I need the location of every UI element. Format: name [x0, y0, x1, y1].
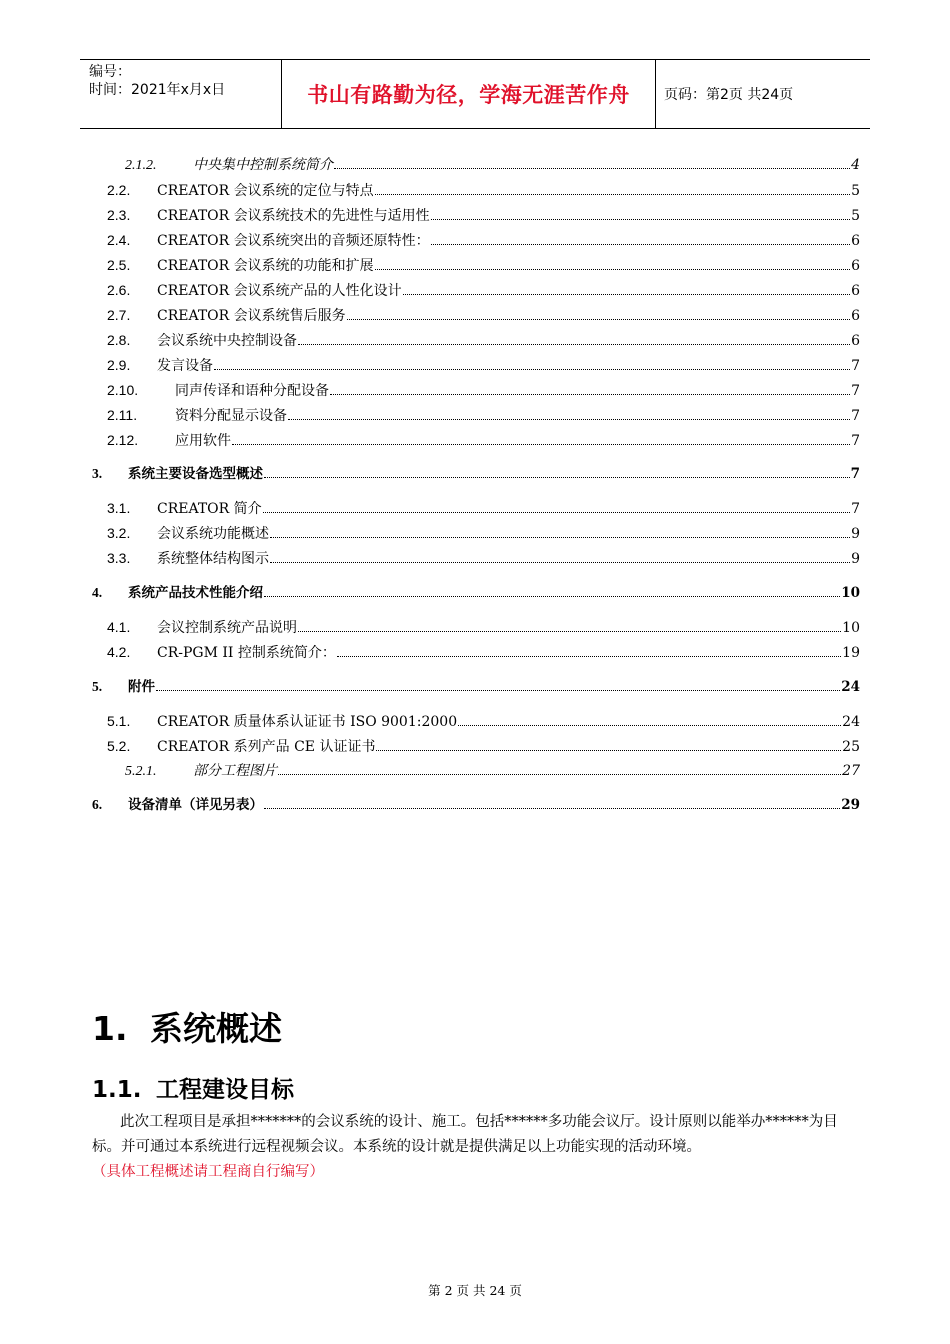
toc-dot-leader	[375, 268, 850, 270]
toc-dot-leader	[270, 561, 850, 563]
toc-entry-number: 5.	[92, 679, 103, 694]
toc-entry-title: 设备清单（详见另表）	[128, 797, 263, 813]
toc-entry-page: 9	[851, 526, 860, 542]
toc-entry-title: 同声传译和语种分配设备	[175, 383, 329, 399]
toc-entry-page: 24	[842, 714, 860, 730]
toc-dot-leader	[232, 443, 850, 445]
header-meta	[80, 60, 281, 128]
toc-dot-leader	[337, 655, 841, 657]
toc-entry-number: 4.2.	[107, 644, 131, 660]
toc-entry[interactable]	[107, 710, 860, 732]
toc-entry[interactable]	[107, 404, 860, 426]
toc-entry-title: CR-PGM II 控制系统简介：	[157, 645, 336, 661]
toc-dot-leader	[330, 393, 850, 395]
toc-entry-number: 3.2.	[107, 525, 131, 541]
toc-entry-number: 2.7.	[107, 307, 131, 323]
toc-entry-title: CREATOR 会议系统产品的人性化设计	[157, 283, 402, 299]
toc-dot-leader	[298, 630, 841, 632]
toc-entry-number: 6.	[92, 797, 103, 812]
toc-entry-number: 2.4.	[107, 232, 131, 248]
header-page-info: 页码：第2页 共24页	[664, 87, 794, 103]
subsection-number: 1.1.	[92, 1077, 142, 1103]
toc-entry-page: 5	[851, 208, 860, 224]
toc-entry-number: 3.1.	[107, 500, 131, 516]
toc-entry-title: 会议控制系统产品说明	[157, 620, 297, 636]
toc-dot-leader	[458, 724, 841, 726]
section-number: 1.	[92, 1009, 128, 1048]
body-note: （具体工程概述请工程商自行编写）	[92, 1164, 324, 1180]
toc-entry[interactable]	[125, 154, 860, 176]
body-paragraph: 此次工程项目是承担*******的会议系统的设计、施工。包括******多功能会议厅。设计原则以能举办******为目标。并可通过本系统进行远程视频会议。本系统的设计就是提供满足以上功能实现的活动环境。	[92, 1114, 838, 1155]
toc-entry[interactable]	[107, 179, 860, 201]
toc-entry[interactable]	[107, 735, 860, 757]
toc-entry[interactable]	[107, 616, 860, 638]
toc-dot-leader	[288, 418, 850, 420]
toc-entry-number: 2.2.	[107, 182, 131, 198]
toc-entry-title: 中央集中控制系统简介	[193, 157, 333, 173]
toc-entry-number: 4.1.	[107, 619, 131, 635]
toc-dot-leader	[431, 218, 850, 220]
toc-entry-title: CREATOR 系列产品 CE 认证证书	[157, 739, 376, 755]
toc-dot-leader	[156, 689, 840, 691]
toc-entry-title: CREATOR 质量体系认证证书 ISO 9001:2000	[157, 714, 458, 730]
toc-entry-page: 5	[851, 183, 860, 199]
toc-entry[interactable]	[107, 522, 860, 544]
toc-entry-number: 2.12.	[107, 432, 139, 448]
toc-entry-number: 3.	[92, 466, 103, 481]
toc-entry-page: 7	[851, 408, 860, 424]
toc-entry-page: 27	[842, 763, 860, 779]
toc-entry[interactable]	[107, 379, 860, 401]
toc-entry[interactable]	[107, 641, 860, 663]
toc-entry-title: CREATOR 会议系统售后服务	[157, 308, 346, 324]
toc-entry[interactable]	[107, 354, 860, 376]
section-heading	[92, 1003, 282, 1050]
toc-entry[interactable]	[107, 204, 860, 226]
toc-entry-title: CREATOR 会议系统的定位与特点	[157, 183, 374, 199]
toc-entry-number: 3.3.	[107, 550, 131, 566]
toc-entry-number: 5.2.1.	[125, 764, 157, 779]
toc-entry-number: 2.10.	[107, 382, 139, 398]
section-title: 系统概述	[150, 1009, 282, 1048]
page-header	[80, 59, 870, 129]
toc-entry[interactable]	[92, 794, 860, 816]
toc-entry-page: 10	[842, 620, 860, 636]
toc-entry-page: 19	[842, 645, 860, 661]
toc-dot-leader	[376, 749, 841, 751]
toc-entry-title: 部分工程图片	[193, 763, 277, 779]
toc-entry[interactable]	[92, 463, 860, 485]
toc-entry-page: 25	[842, 739, 860, 755]
toc-entry[interactable]	[107, 547, 860, 569]
toc-dot-leader	[264, 807, 840, 809]
toc-dot-leader	[375, 193, 850, 195]
toc-entry-number: 5.2.	[107, 738, 131, 754]
subsection-heading	[92, 1071, 294, 1104]
toc-entry-title: 应用软件	[175, 433, 231, 449]
toc-dot-leader	[403, 293, 850, 295]
toc-entry-title: 会议系统中央控制设备	[157, 333, 297, 349]
toc-entry[interactable]	[107, 229, 860, 251]
toc-entry-number: 2.1.2.	[125, 158, 157, 173]
toc-entry-page: 29	[841, 797, 860, 813]
toc-dot-leader	[264, 595, 840, 597]
toc-dot-leader	[263, 511, 850, 513]
toc-entry-number: 2.11.	[107, 407, 138, 423]
toc-entry-page: 7	[851, 433, 860, 449]
toc-dot-leader	[347, 318, 850, 320]
toc-entry-title: CREATOR 会议系统技术的先进性与适用性	[157, 208, 430, 224]
toc-dot-leader	[214, 368, 850, 370]
page-footer: 第 2 页 共 24 页	[428, 1283, 522, 1298]
toc-entry-number: 2.9.	[107, 357, 131, 373]
toc-entry[interactable]	[92, 582, 860, 604]
header-number: 编号：	[89, 64, 131, 80]
toc-entry-page: 6	[851, 283, 860, 299]
toc-entry-page: 4	[851, 157, 860, 173]
toc-entry-title: 资料分配显示设备	[175, 408, 287, 424]
toc-entry[interactable]	[107, 429, 860, 451]
toc-entry-page: 9	[851, 551, 860, 567]
header-motto: 书山有路勤为径，学海无涯苦作舟	[281, 60, 656, 128]
toc-entry-title: 系统产品技术性能介绍	[128, 585, 263, 601]
body-text	[92, 1110, 860, 1185]
toc-entry[interactable]	[107, 329, 860, 351]
toc-entry-title: 附件	[128, 679, 155, 695]
subsection-title: 工程建设目标	[156, 1077, 294, 1103]
toc-entry[interactable]	[107, 279, 860, 301]
toc-entry[interactable]	[107, 497, 860, 519]
toc-entry[interactable]	[125, 760, 860, 782]
toc-entry-number: 4.	[92, 585, 103, 600]
toc-entry-page: 10	[841, 585, 860, 601]
toc-entry-page: 24	[841, 679, 860, 695]
toc-entry-title: 系统主要设备选型概述	[128, 466, 263, 482]
toc-entry-number: 2.6.	[107, 282, 131, 298]
toc-dot-leader	[298, 343, 850, 345]
toc-entry-number: 2.8.	[107, 332, 131, 348]
toc-dot-leader	[431, 243, 850, 245]
toc-entry-number: 2.3.	[107, 207, 131, 223]
toc-entry-page: 7	[851, 501, 860, 517]
toc-dot-leader	[334, 167, 850, 169]
toc-entry-title: CREATOR 会议系统突出的音频还原特性：	[157, 233, 430, 249]
header-time: 时间：2021年x月x日	[89, 82, 226, 98]
toc-entry-title: CREATOR 会议系统的功能和扩展	[157, 258, 374, 274]
toc-entry-title: 系统整体结构图示	[157, 551, 269, 567]
toc-entry-title: 发言设备	[157, 358, 213, 374]
toc-dot-leader	[270, 536, 850, 538]
toc-entry-page: 6	[851, 308, 860, 324]
toc-dot-leader	[278, 773, 841, 775]
toc-entry-page: 6	[851, 233, 860, 249]
toc-entry-page: 6	[851, 333, 860, 349]
toc-dot-leader	[264, 476, 850, 478]
toc-entry-number: 5.1.	[107, 713, 131, 729]
toc-entry[interactable]	[92, 676, 860, 698]
toc-entry-page: 7	[850, 466, 860, 482]
toc-entry-title: CREATOR 简介	[157, 501, 262, 517]
toc-entry[interactable]	[107, 304, 860, 326]
toc-entry-page: 7	[851, 383, 860, 399]
toc-entry-number: 2.5.	[107, 257, 131, 273]
toc-entry-page: 7	[851, 358, 860, 374]
toc-entry-title: 会议系统功能概述	[157, 526, 269, 542]
toc-entry[interactable]	[107, 254, 860, 276]
toc-entry-page: 6	[851, 258, 860, 274]
